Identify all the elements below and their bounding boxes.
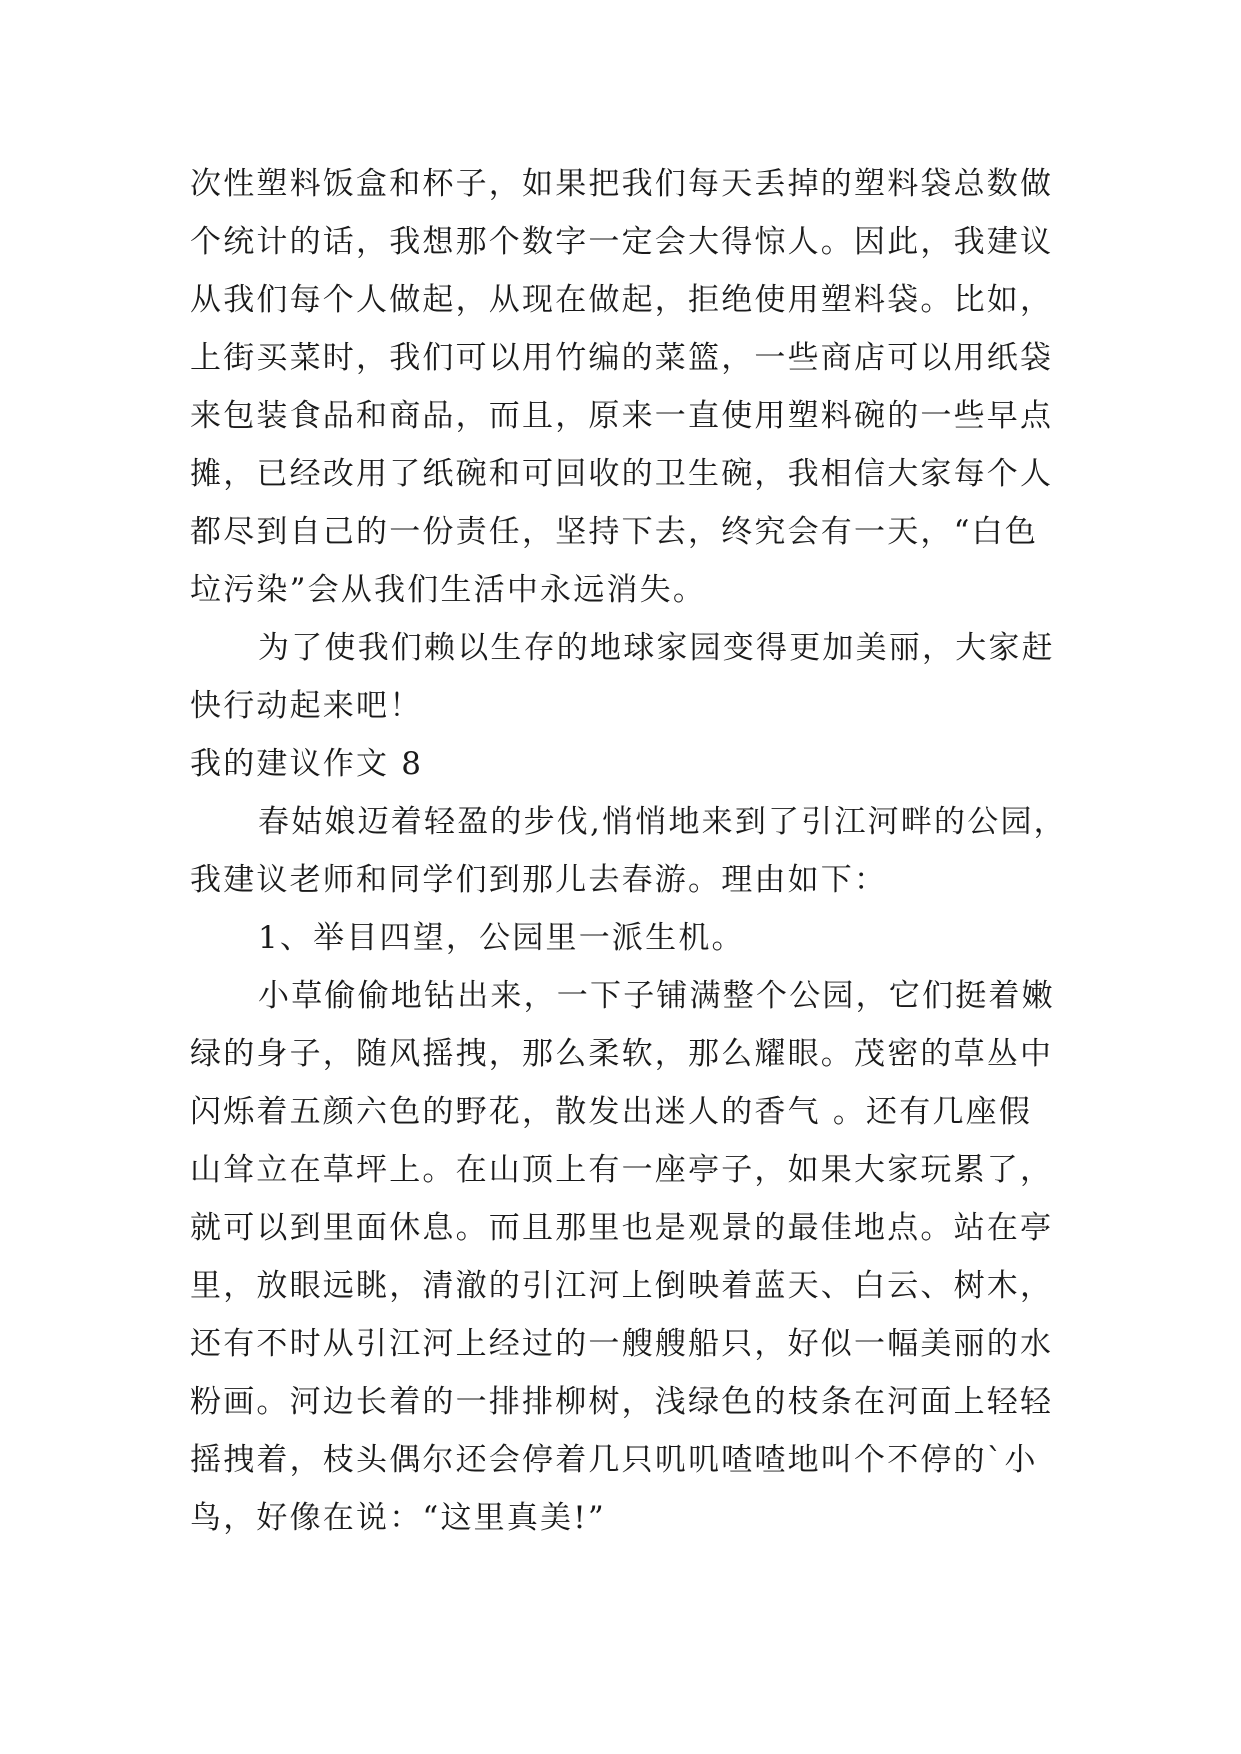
text-line: 还有不时从引江河上经过的一艘艘船只，好似一幅美丽的水 xyxy=(190,1326,1054,1362)
text-line: 为了使我们赖以生存的地球家园变得更加美丽，大家赶 xyxy=(258,630,1055,666)
text-line: 快行动起来吧！ xyxy=(190,688,423,724)
text-line: 1、举目四望，公园里一派生机。 xyxy=(258,920,745,956)
text-line: 上街买菜时，我们可以用竹编的菜篮，一些商店可以用纸袋 xyxy=(190,340,1054,376)
text-line: 粉画。河边长着的一排排柳树，浅绿色的枝条在河面上轻轻 xyxy=(190,1384,1054,1420)
text-line: 鸟，好像在说：“这里真美!” xyxy=(190,1500,606,1536)
text-line: 我建议老师和同学们到那儿去春游。理由如下： xyxy=(190,862,888,898)
text-line: 我的建议作文 8 xyxy=(190,746,424,782)
text-line: 个统计的话，我想那个数字一定会大得惊人。因此，我建议 xyxy=(190,224,1054,260)
text-line: 从我们每个人做起，从现在做起，拒绝使用塑料袋。比如， xyxy=(190,282,1054,318)
text-line: 闪烁着五颜六色的野花，散发出迷人的香气 。还有几座假 xyxy=(190,1094,1033,1130)
text-line: 春姑娘迈着轻盈的步伐,悄悄地来到了引江河畔的公园， xyxy=(258,804,1067,840)
text-line: 摊，已经改用了纸碗和可回收的卫生碗，我相信大家每个人 xyxy=(190,456,1054,492)
text-line: 都尽到自己的一份责任，坚持下去，终究会有一天，“白色 xyxy=(190,514,1039,550)
text-line: 垃污染”会从我们生活中永远消失。 xyxy=(190,572,707,608)
text-line: 小草偷偷地钻出来，一下子铺满整个公园，它们挺着嫩 xyxy=(258,978,1055,1014)
text-line: 次性塑料饭盒和杯子，如果把我们每天丢掉的塑料袋总数做 xyxy=(190,166,1054,202)
text-line: 山耸立在草坪上。在山顶上有一座亭子，如果大家玩累了， xyxy=(190,1152,1054,1188)
text-line: 就可以到里面休息。而且那里也是观景的最佳地点。站在亭 xyxy=(190,1210,1054,1246)
text-line: 摇拽着，枝头偶尔还会停着几只叽叽喳喳地叫个不停的`小 xyxy=(190,1442,1038,1478)
text-line: 来包装食品和商品，而且，原来一直使用塑料碗的一些早点 xyxy=(190,398,1054,434)
document-body xyxy=(190,155,1070,1547)
text-line: 绿的身子，随风摇拽，那么柔软，那么耀眼。茂密的草丛中 xyxy=(190,1036,1054,1072)
text-line: 里，放眼远眺，清澈的引江河上倒映着蓝天、白云、树木， xyxy=(190,1268,1054,1304)
